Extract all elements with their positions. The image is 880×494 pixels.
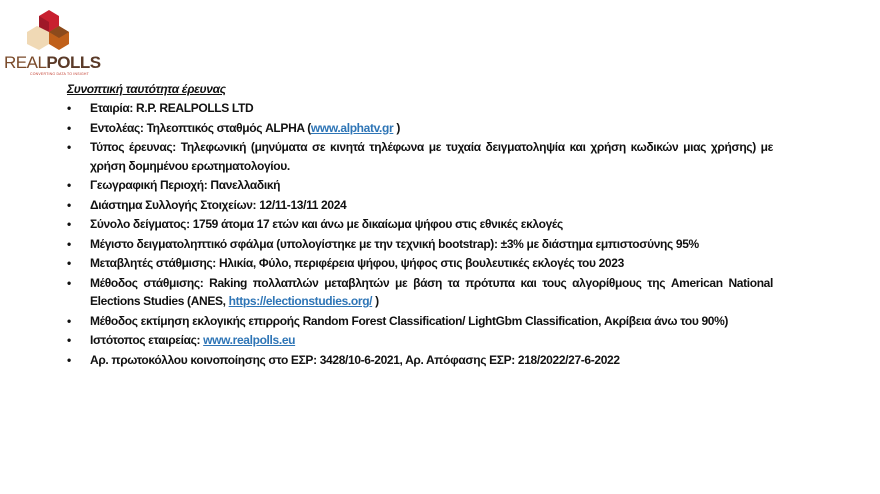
survey-summary [67, 80, 773, 370]
bullet-icon: • [67, 197, 71, 212]
item-text: ) [393, 120, 400, 135]
bullet-icon: • [67, 178, 71, 192]
bullet-icon: • [67, 140, 71, 154]
item-text: Μέθοδος εκτίμηση εκλογικής επιρροής Random Forest Classification/ LightGbm Classification, Ακρίβεια άνω του 90%) [90, 313, 729, 328]
list-item [67, 176, 773, 195]
item-text: Εντολέας: Τηλεοπτικός σταθμός ALPHA ( [90, 120, 311, 135]
link[interactable]: www.alphatv.gr [310, 120, 394, 135]
item-text: Τύπος έρευνας: Τηλεφωνική (μηνύματα σε κινητά τηλέφωνα με τυχαία δειγματοληψία και χρήση κωδικών μιας χρήσης) με χρήση δομημένου ερωτηματολογίου. [90, 140, 773, 173]
item-text: Διάστημα Συλλογής Στοιχείων: 12/11-13/11 2024 [90, 197, 347, 212]
bullet-icon: • [67, 256, 71, 270]
survey-details-list [67, 99, 773, 369]
list-item [67, 119, 773, 138]
item-text: Μεταβλητές στάθμισης: Ηλικία, Φύλο, περιφέρεια ψήφου, ψήφος στις βουλευτικές εκλογές του 2023 [90, 256, 624, 270]
list-item [67, 254, 773, 273]
logo-slogan: CONVERTING DATA TO INSIGHT [30, 72, 89, 76]
list-item [67, 351, 773, 370]
list-item [67, 274, 773, 311]
link[interactable]: https://electionstudies.org/ [228, 294, 373, 308]
list-item [67, 215, 773, 234]
list-item [67, 196, 773, 215]
item-text: Εταιρία: R.P. REALPOLLS LTD [90, 101, 254, 115]
logo-wordmark: REALPOLLS [4, 53, 101, 72]
item-text: ) [372, 294, 379, 308]
item-text: Μέγιστο δειγματοληπτικό σφάλμα (υπολογίστηκε με την τεχνική bootstrap): ±3% με διάστημα εμπιστοσύνης 95% [90, 236, 699, 251]
section-title: Συνοπτική ταυτότητα έρευνας [67, 82, 226, 96]
cubes-logo-icon [22, 8, 72, 52]
item-text: Μέθοδος στάθμισης: Raking πολλαπλών μεταβλητών με βάση τα πρότυπα και τους αλγορίθμους της American National Elections Studies (ANES, [90, 275, 773, 308]
bullet-icon: • [67, 333, 71, 347]
bullet-icon: • [67, 236, 71, 251]
list-item [67, 235, 773, 254]
list-item [67, 312, 773, 331]
link[interactable]: www.realpolls.eu [203, 333, 296, 347]
bullet-icon: • [67, 120, 71, 135]
item-text: Σύνολο δείγματος: 1759 άτομα 17 ετών και άνω με δικαίωμα ψήφου στις εθνικές εκλογές [90, 217, 563, 231]
bullet-icon: • [67, 217, 71, 231]
item-text: Ιστότοπος εταιρείας: [90, 333, 204, 347]
list-item [67, 99, 773, 118]
list-item [67, 331, 773, 350]
item-text: Γεωγραφική Περιοχή: Πανελλαδική [90, 178, 281, 192]
bullet-icon: • [67, 101, 71, 115]
realpolls-logo [4, 8, 104, 78]
list-item [67, 138, 773, 175]
bullet-icon: • [67, 313, 71, 328]
bullet-icon: • [67, 275, 71, 290]
item-text: Αρ. πρωτοκόλλου κοινοποίησης στο ΕΣΡ: 3428/10-6-2021, Αρ. Απόφασης ΕΣΡ: 218/2022/27-6-2022 [90, 352, 620, 367]
bullet-icon: • [67, 352, 71, 367]
